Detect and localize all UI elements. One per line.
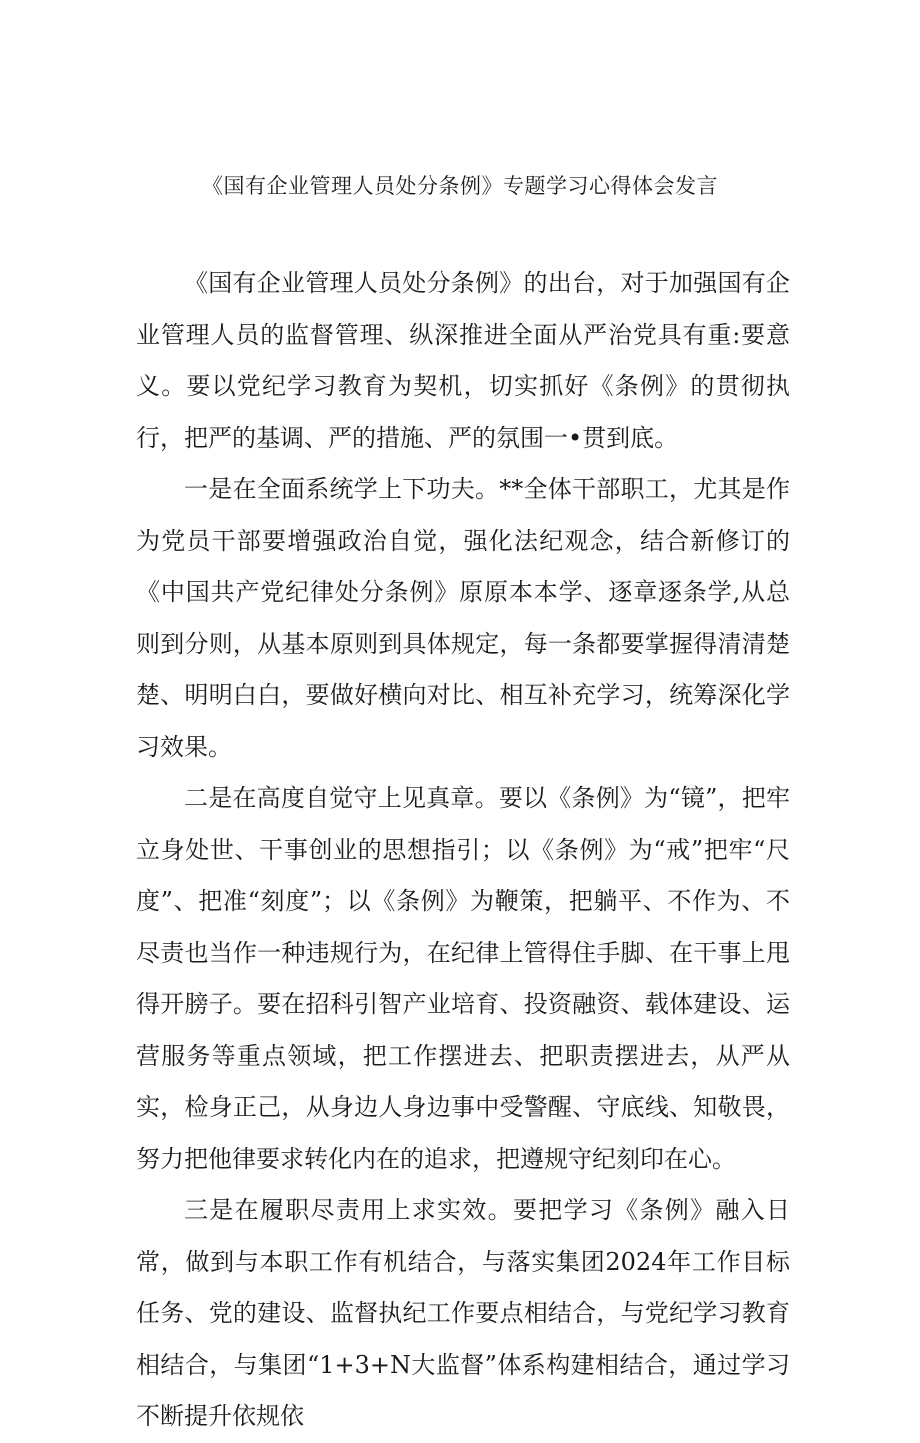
document-body	[136, 258, 790, 1443]
paragraph-point-two: 二是在高度自觉守上见真章。要以《条例》为“镜”，把牢立身处世、干事创业的思想指引；以《条例》为“戒”把牢“尺度”、把准“刻度”；以《条例》为鞭策，把躺平、不作为、不尽责也当作一种违规行为，在纪律上管得住手脚、在干事上甩得开膀子。要在招科引智产业培育、投资融资、载体建设、运营服务等重点领域，把工作摆进去、把职责摆进去，从严从实，检身正己，从身边人身边事中受警醒、守底线、知敬畏，努力把他律要求转化内在的追求，把遵规守纪刻印在心。	[136, 784, 790, 1173]
paragraph-point-one: 一是在全面系统学上下功夫。**全体干部职工，尤其是作为党员干部要增强政治自觉，强化法纪观念，结合新修订的《中国共产党纪律处分条例》原原本本学、逐章逐条学,从总则到分则，从基本原则到具体规定，每一条都要掌握得清清楚楚、明明白白，要做好横向对比、相互补充学习，统筹深化学习效果。	[136, 475, 790, 761]
document-title: 《国有企业管理人员处分条例》专题学习心得体会发言	[202, 174, 718, 198]
paragraph-point-three: 三是在履职尽责用上求实效。要把学习《条例》融入日常，做到与本职工作有机结合，与落实集团2024年工作目标任务、党的建设、监督执纪工作要点相结合，与党纪学习教育相结合，与集团“1+3+N大监督”体系构建相结合，通过学习不断提升依规依	[136, 1196, 790, 1430]
paragraph-intro: 《国有企业管理人员处分条例》的出台，对于加强国有企业管理人员的监督管理、纵深推进全面从严治党具有重:要意义。要以党纪学习教育为契机，切实抓好《条例》的贯彻执行，把严的基调、严的措施、严的氛围一•贯到底。	[136, 269, 790, 452]
